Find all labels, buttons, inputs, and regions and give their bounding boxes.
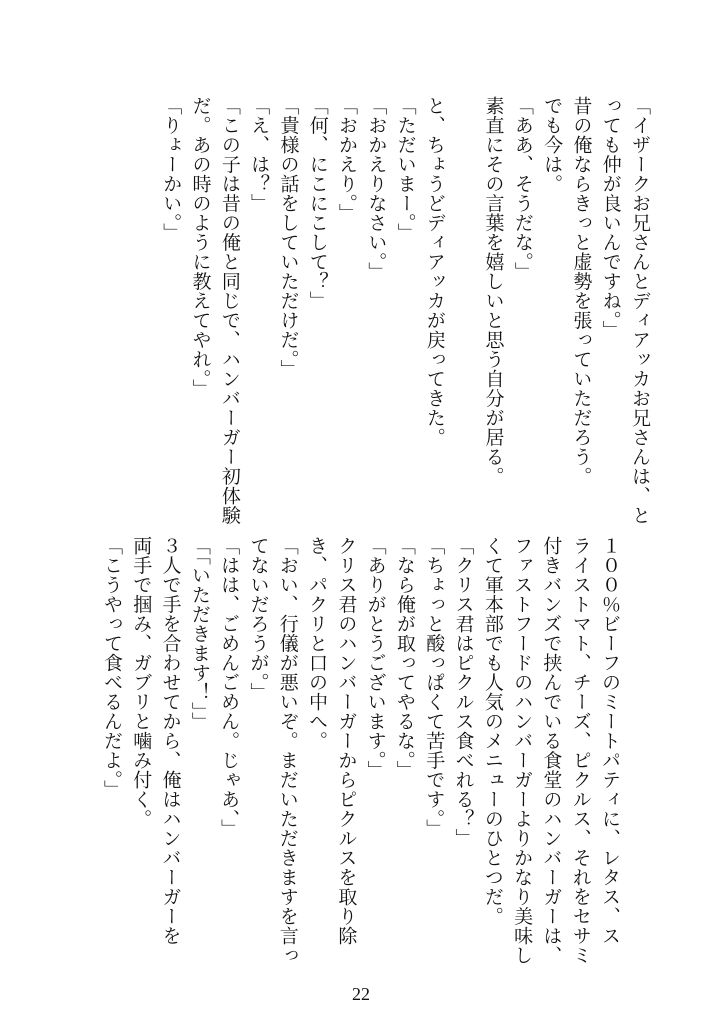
text-line: ライストマト、チーズ、ピクルス、それをセサミ (569, 536, 592, 965)
text-line: 「え、は？」 (248, 96, 271, 213)
text-block-lower (97, 536, 624, 965)
text-line: 「はは、ごめんごめん。じゃあ、」 (218, 536, 241, 839)
text-line: 「クリス君はピクルス食べれる？」 (452, 536, 475, 848)
text-line: 「「いただきます！」」 (188, 536, 211, 732)
page-number: 22 (352, 984, 370, 1004)
text-line: 「ただいまー。」 (394, 96, 417, 243)
text-line: １００％ビーフのミートパティに、レタス、ス (599, 536, 621, 946)
text-line: 「ああ、そうだな。」 (511, 96, 534, 282)
text-line: と、ちょうどディアッカが戻ってきた。 (423, 96, 446, 447)
text-line: 「何、にこにこして？」 (306, 96, 329, 311)
text-line: 「なら俺が取ってやるな。」 (393, 536, 416, 780)
text-line: 付きバンズで挟んでいる食堂のハンバーガーは、 (540, 536, 563, 965)
text-line: ファストフードのハンバーガーよりかなり美味し (511, 536, 534, 965)
text-line: 「貴様の話をしていただけだ。」 (277, 96, 300, 379)
text-line: 「おい、行儀が悪いぞ。まだいただきますを言っ (276, 536, 299, 965)
text-line: 「ありがとうございます。」 (364, 536, 387, 780)
text-line: き、パクリと口の中へ。 (306, 536, 329, 751)
text-line: だ。あの時のように教えてやれ。」 (189, 96, 212, 399)
text-line: くて軍本部でも人気のメニューのひとつだ。 (481, 536, 504, 926)
text-block-upper (156, 96, 654, 525)
text-line: 「りょーかい。」 (160, 96, 183, 243)
text-line: 「この子は昔の俺と同じで、ハンバーガー初体験 (218, 96, 241, 525)
text-line: 「ちょっと酸っぱくて苦手です。」 (423, 536, 446, 839)
text-line: 「こうやって食べるんだよ。」 (100, 536, 123, 800)
text-line: 「おかえりなさい。」 (365, 96, 388, 282)
text-line: クリス君のハンバーガーからピクルスを取り除 (335, 536, 358, 946)
text-line: 昔の俺ならきっと虚勢を張っていただろう。 (570, 96, 593, 486)
text-line: てないだろうが。」 (247, 536, 270, 702)
text-line: 「おかえり。」 (336, 96, 359, 223)
text-line: ３人で手を合わせてから、俺はハンバーガーを (159, 536, 182, 946)
text-line: 両手で掴み、ガブリと噛み付く。 (130, 536, 153, 829)
text-line: 素直にその言葉を嬉しいと思う自分が居る。 (482, 96, 505, 486)
text-line: っても仲が良いんですね。」 (599, 96, 622, 340)
blank-line (449, 96, 478, 496)
text-line: 「イザークお兄さんとディアッカお兄さんは、と (629, 96, 651, 525)
text-line: でも今は。 (541, 96, 564, 194)
